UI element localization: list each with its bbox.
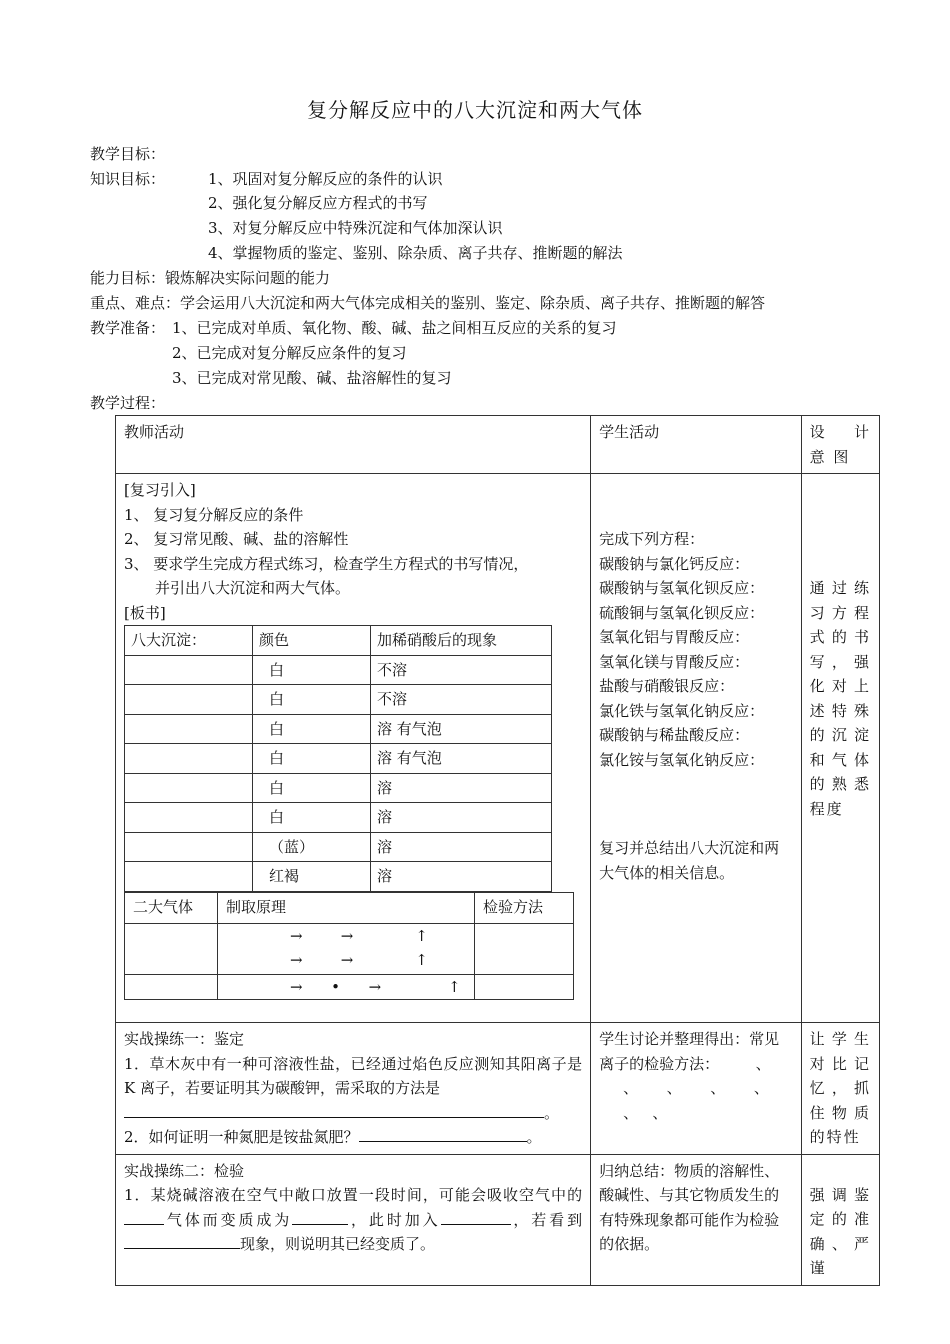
practice1-q2: 2．如何证明一种氮肥是铵盐氮肥？ xyxy=(124,1128,359,1146)
precip-row xyxy=(125,655,552,685)
design-text: 通过练习方程式的书写，强化对上述特殊的沉淀和气体的熟悉程度 xyxy=(809,579,871,818)
marks: 、 xyxy=(755,1054,771,1073)
q1-end: 。 xyxy=(544,1103,560,1122)
teacher-header: 教师活动 xyxy=(116,416,591,474)
precipitate-table xyxy=(124,625,552,892)
question-text: 气体而变质成为 xyxy=(164,1210,293,1229)
precip-effect: 溶 xyxy=(371,803,552,833)
gas-table xyxy=(124,892,574,1000)
equation-item: 碳酸钠与氯化钙反应： xyxy=(599,554,750,573)
practice1-title: 实战操练一：鉴定 xyxy=(124,1030,245,1048)
teacher-review-cell xyxy=(116,474,591,1023)
student-summary: 复习并总结出八大沉淀和两大气体的相关信息。 xyxy=(599,839,780,882)
equation-item: 盐酸与硝酸银反应： xyxy=(599,677,735,695)
precip-color: 白 xyxy=(253,685,371,715)
precip-effect: 溶 有气泡 xyxy=(371,714,552,744)
student-summary: 归纳总结：物质的溶解性、酸碱性、与其它物质发生的有特殊现象都可能作为检验的依据。 xyxy=(599,1161,780,1253)
precip-header-color: 颜色 xyxy=(253,626,371,656)
precip-effect: 不溶 xyxy=(371,685,552,715)
marks: 、 、 、 、 xyxy=(623,1079,769,1097)
precip-color: 白 xyxy=(253,714,371,744)
precip-row xyxy=(125,803,552,833)
precip-color: 白 xyxy=(253,803,371,833)
answer-blank xyxy=(124,1232,240,1249)
prep-item: 1、已完成对单质、氧化物、酸、碱、盐之间相互反应的关系的复习 xyxy=(172,319,617,337)
precip-row xyxy=(125,714,552,744)
process-label: 教学过程： xyxy=(90,394,166,412)
knowledge-item: 2、强化复分解反应方程式的书写 xyxy=(208,194,428,212)
practice2-question xyxy=(124,1183,582,1257)
precip-effect: 溶 xyxy=(371,773,552,803)
student-header: 学生活动 xyxy=(591,416,802,474)
gas-header-test: 检验方法 xyxy=(475,892,574,923)
practice1-question xyxy=(124,1125,582,1150)
gas-principle xyxy=(218,923,475,974)
equation-item: 硫酸铜与氢氧化钡反应： xyxy=(599,603,765,622)
page-title: 复分解反应中的八大沉淀和两大气体 xyxy=(307,98,643,122)
knowledge-item: 3、对复分解反应中特殊沉淀和气体加深认识 xyxy=(208,219,503,237)
question-text: 现象，则说明其已经变质了。 xyxy=(240,1235,436,1253)
design-cell xyxy=(801,474,879,1023)
question-text: ，若看到 xyxy=(510,1210,583,1229)
review-item: 1、 复习复分解反应的条件 xyxy=(124,505,304,524)
precip-row xyxy=(125,773,552,803)
precip-color: 白 xyxy=(253,773,371,803)
answer-blank xyxy=(359,1125,527,1142)
reaction-arrows: → → ↑ xyxy=(290,926,428,945)
review-intro: [复习引入] xyxy=(124,481,196,499)
precip-row xyxy=(125,685,552,715)
precip-header-effect: 加稀硝酸后的现象 xyxy=(371,626,552,656)
student-discussion-cell xyxy=(591,1023,802,1155)
equation-item: 氢氧化铝与胃酸反应： xyxy=(599,628,750,646)
prep-label: 教学准备： xyxy=(90,319,166,337)
reaction-arrows: → • → ↑ xyxy=(290,977,461,996)
design-cell xyxy=(801,1023,879,1155)
reaction-arrows: → → ↑ xyxy=(290,950,428,969)
precip-row xyxy=(125,832,552,862)
answer-blank xyxy=(441,1208,511,1225)
goals-label: 教学目标： xyxy=(90,145,166,163)
gas-principle xyxy=(218,974,475,999)
design-cell xyxy=(801,1154,879,1285)
practice1-question xyxy=(124,1052,582,1126)
answer-blank xyxy=(124,1101,544,1118)
precip-row xyxy=(125,862,552,892)
review-item: 并引出八大沉淀和两大气体。 xyxy=(155,579,351,597)
table-row xyxy=(116,1154,880,1285)
process-table xyxy=(115,415,880,1286)
q2-end: 。 xyxy=(526,1128,542,1146)
equation-item: 碳酸钠与稀盐酸反应： xyxy=(599,726,750,744)
prep-item: 3、已完成对常见酸、碱、盐溶解性的复习 xyxy=(172,369,452,387)
table-row xyxy=(116,474,880,1023)
equation-item: 氢氧化镁与胃酸反应： xyxy=(599,652,750,671)
knowledge-item: 4、掌握物质的鉴定、鉴别、除杂质、离子共存、推断题的解法 xyxy=(208,244,623,262)
student-lead: 完成下列方程： xyxy=(599,530,705,548)
design-text: 让学生对比记忆，抓住物质的特性 xyxy=(809,1030,871,1146)
ability-goal: 能力目标：锻炼解决实际问题的能力 xyxy=(90,269,331,287)
question-text: 1．某烧碱溶液在空气中敞口放置一段时间，可能会吸收空气中的 xyxy=(124,1186,583,1204)
gas-header-principle: 制取原理 xyxy=(218,892,475,923)
equation-item: 氯化铵与氢氧化钠反应： xyxy=(599,750,765,769)
board-label: [板书] xyxy=(124,603,166,622)
prep-item: 2、已完成对复分解反应条件的复习 xyxy=(172,344,407,362)
question-text: ，此时加入 xyxy=(348,1210,441,1229)
gas-row xyxy=(125,923,574,974)
precip-color: 白 xyxy=(253,655,371,685)
equation-item: 氯化铁与氢氧化钠反应： xyxy=(599,701,765,720)
student-review-cell xyxy=(591,474,802,1023)
student-summary-cell xyxy=(591,1154,802,1285)
equation-item: 碳酸钠与氢氧化钡反应： xyxy=(599,579,765,597)
knowledge-item: 1、巩固对复分解反应的条件的认识 xyxy=(208,170,443,188)
practice1-q1: 1．草木灰中有一种可溶液性盐，已经通过焰色反应测知其阳离子是 K 离子，若要证明其为碳酸钾，需采取的方法是 xyxy=(124,1054,583,1097)
practice2-title: 实战操练二：检验 xyxy=(124,1161,245,1180)
precip-header-name: 八大沉淀： xyxy=(125,626,253,656)
key-points: 重点、难点：学会运用八大沉淀和两大气体完成相关的鉴别、鉴定、除杂质、离子共存、推断题的解答 xyxy=(90,294,766,312)
table-header-row xyxy=(116,416,880,474)
practice2-cell xyxy=(116,1154,591,1285)
precip-color: （蓝） xyxy=(253,832,371,862)
review-item: 2、 复习常见酸、碱、盐的溶解性 xyxy=(124,530,349,548)
precip-effect: 溶 有气泡 xyxy=(371,744,552,774)
precip-effect: 溶 xyxy=(371,832,552,862)
design-header: 设 计 意 图 xyxy=(801,416,879,474)
student-discussion: 学生讨论并整理得出：常见离子的检验方法： xyxy=(599,1030,780,1073)
precip-color: 白 xyxy=(253,744,371,774)
precip-color: 红褐 xyxy=(253,862,371,892)
precip-effect: 不溶 xyxy=(371,655,552,685)
gas-row xyxy=(125,974,574,999)
answer-blank xyxy=(292,1208,348,1225)
review-item: 3、 要求学生完成方程式练习，检查学生方程式的书写情况， xyxy=(124,554,529,573)
knowledge-label: 知识目标： xyxy=(90,170,166,188)
precip-effect: 溶 xyxy=(371,862,552,892)
gas-header-name: 二大气体 xyxy=(125,892,218,923)
answer-blank xyxy=(124,1208,164,1225)
practice1-cell xyxy=(116,1023,591,1155)
marks: 、 、 xyxy=(623,1103,668,1122)
table-row xyxy=(116,1023,880,1155)
precip-row xyxy=(125,744,552,774)
design-text: 强调鉴定的准确、严谨 xyxy=(809,1185,871,1277)
